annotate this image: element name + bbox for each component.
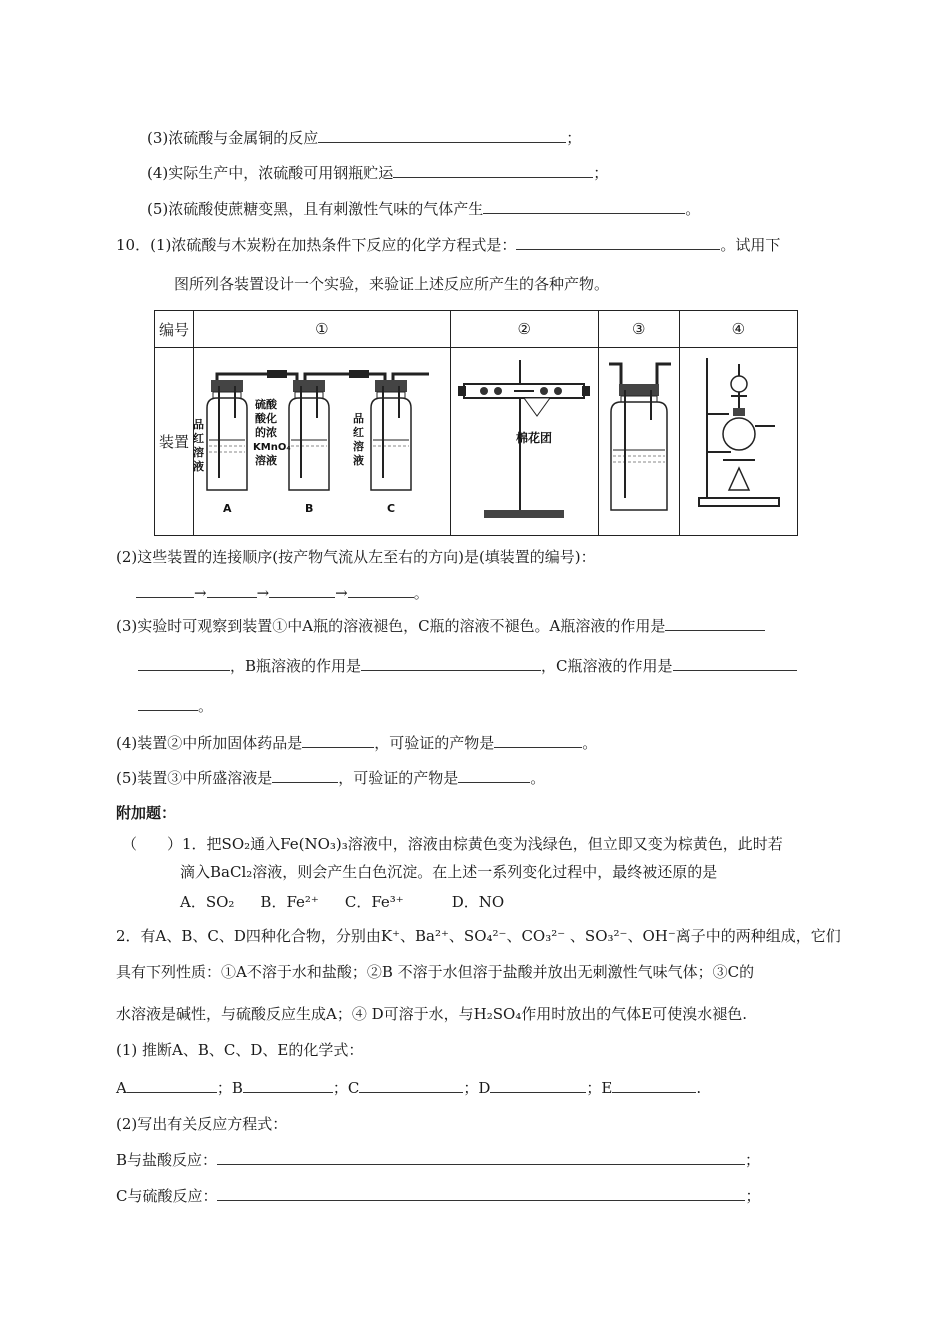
answer-blank[interactable] [361,656,541,671]
order-blank-4[interactable] [348,583,414,598]
order-blank-1[interactable] [136,583,194,598]
formula-blank-b[interactable] [243,1078,333,1093]
q10-sub-4: (4)装置②中所加固体药品是 ，可验证的产物是 。 [116,734,598,752]
apparatus-number-1: ① [194,311,451,348]
bottle-label-a: A [222,501,232,515]
label-pinhong-right-4: 液 [352,453,364,467]
answer-blank[interactable] [138,696,198,711]
answer-blank[interactable] [458,768,530,783]
extra-q2-sub1: (1) 推断A、B、C、D、E的化学式： [116,1041,364,1059]
extra-q2-line1: 2．有A、B、C、D四种化合物，分别由K⁺、Ba²⁺、SO₄²⁻、CO₃²⁻ 、SO₃²⁻、OH⁻离子中的两种组成，它们 [116,927,841,945]
answer-blank[interactable] [318,128,566,143]
bottle-label-c: C [386,501,395,515]
answer-blank[interactable] [393,163,593,178]
formula-blank-c[interactable] [359,1078,463,1093]
apparatus-number-2: ② [450,311,598,348]
apparatus-table [154,310,798,536]
q10-sub-3: (3)实验时可观察到装置①中A瓶的溶液褪色，C瓶的溶液不褪色。A瓶溶液的作用是 [116,616,765,636]
extra-q2-eq2: C与硫酸反应： ； [116,1187,761,1205]
answer-blank[interactable] [494,733,582,748]
label-pinhong-left-4: 液 [192,459,204,473]
apparatus-number-4: ④ [679,311,797,348]
q10-sub-3-cont: ，B瓶溶液的作用是 ，C瓶溶液的作用是 [138,656,797,676]
label-pinhong-left-3: 溶 [192,445,204,459]
apparatus-1-cell [194,348,451,536]
answer-blank[interactable] [272,768,338,783]
q9-item-5: (5)浓硫酸使蔗糖变黑，且有刺激性气味的气体产生 。 [147,200,701,218]
answer-blank[interactable] [665,616,765,631]
extra-q2-sub2: (2)写出有关反应方程式： [116,1115,288,1133]
equation-blank-2[interactable] [217,1186,745,1201]
table-header-label: 编号 [155,311,194,348]
q10-intro: 10．(1)浓硫酸与木炭粉在加热条件下反应的化学方程式是： 。试用下 [116,236,781,254]
label-kmno4-4: KMnO₄ [252,441,291,453]
answer-blank[interactable] [483,199,685,214]
apparatus-number-3: ③ [598,311,679,348]
formula-blank-e[interactable] [612,1078,696,1093]
table-row-label: 装置 [155,348,194,536]
answer-blank[interactable] [673,656,797,671]
option-b[interactable]: B．Fe²⁺ [260,893,319,911]
drying-tube-diagram [454,350,594,530]
label-pinhong-left-1: 品 [192,417,204,431]
single-bottle-diagram [601,350,677,530]
order-blank-3[interactable] [269,583,335,598]
label-pinhong-right-3: 溶 [352,439,364,453]
extra-heading: 附加题： [116,804,177,822]
q10-intro-cont: 图所列各装置设计一个实验，来验证上述反应所产生的各种产物。 [174,275,610,293]
label-kmno4-5: 溶液 [254,453,277,467]
extra-q2-eq1: B与盐酸反应： ； [116,1151,761,1169]
apparatus-3-cell [598,348,679,536]
option-c[interactable]: C．Fe³⁺ [344,893,404,911]
q9-item-4: (4)实际生产中，浓硫酸可用钢瓶贮运 ； [147,164,609,182]
extra-q1-line2: 滴入BaCl₂溶液，则会产生白色沉淀。在上述一系列变化过程中，最终被还原的是 [180,863,718,881]
label-kmno4-1: 硫酸 [254,397,277,411]
label-pinhong-right-2: 红 [352,425,364,439]
extra-q1-options [180,892,504,912]
extra-q2-line3: 水溶液是碱性，与硫酸反应生成A；④ D可溶于水，与H₂SO₄作用时放出的气体E可使溴水褪色. [116,1005,748,1023]
q9-item-3: (3)浓硫酸与金属铜的反应 ； [147,129,582,147]
option-d[interactable]: D．NO [451,893,505,911]
q10-sub-3-end: 。 [138,696,213,716]
heating-flask-diagram [683,350,793,530]
option-a[interactable]: A．SO₂ [180,893,235,911]
formula-blank-a[interactable] [127,1078,217,1093]
cotton-ball-label: 棉花团 [516,430,553,445]
apparatus-2-cell [450,348,598,536]
label-pinhong-left-2: 红 [192,431,204,445]
extra-q2-blanks: A ；B ；C ；D ；E . [116,1079,702,1097]
answer-blank[interactable] [302,733,374,748]
formula-blank-d[interactable] [490,1078,586,1093]
label-kmno4-2: 酸化 [254,411,277,425]
equation-blank-1[interactable] [217,1150,745,1165]
answer-blank[interactable] [516,235,720,250]
extra-q2-line2: 具有下列性质：①A不溶于水和盐酸；②B 不溶于水但溶于盐酸并放出无刺激性气味气体；③C的 [116,963,755,981]
label-kmno4-3: 的浓 [254,425,277,439]
wash-bottles-diagram [192,350,447,530]
extra-q1-line1: （ ）1．把SO₂通入Fe(NO₃)₃溶液中，溶液由棕黄色变为浅绿色，但立即又变为棕黄色，此时若 [122,835,783,853]
answer-blank[interactable] [138,656,230,671]
apparatus-4-cell [679,348,797,536]
label-pinhong-right-1: 品 [352,411,364,425]
order-blank-2[interactable] [207,583,257,598]
answer-bracket[interactable]: （ ） [122,835,183,853]
q10-sub-5: (5)装置③中所盛溶液是 ，可验证的产物是 。 [116,769,546,787]
q10-sub-2: (2)这些装置的连接顺序(按产物气流从左至右的方向)是(填装置的编号)： [116,548,596,566]
q10-sub-2-order: → → → 。 [136,583,429,603]
bottle-label-b: B [304,501,314,515]
